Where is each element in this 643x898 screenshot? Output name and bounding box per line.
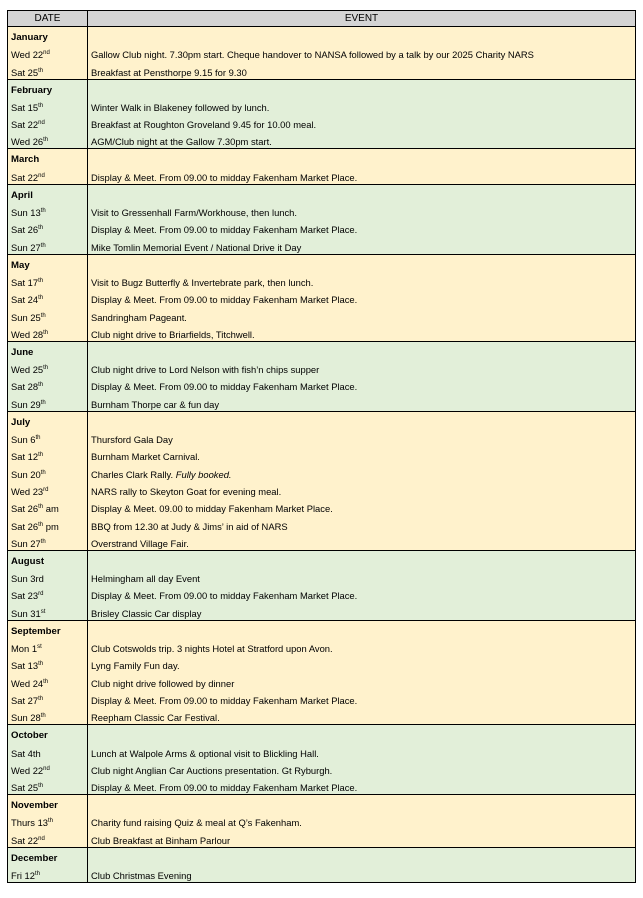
event-date xyxy=(8,130,88,149)
month-row-spacer xyxy=(88,184,636,201)
table-row xyxy=(8,96,636,113)
event-date xyxy=(8,271,88,288)
event-date xyxy=(8,392,88,411)
month-label: August xyxy=(8,550,88,567)
event-text: Sandringham Pageant. xyxy=(91,311,187,323)
event-description xyxy=(88,654,636,671)
event-description xyxy=(88,828,636,847)
ordinal-suffix: th xyxy=(40,469,46,476)
event-day: Mon 1 xyxy=(11,643,38,655)
month-label: July xyxy=(8,411,88,428)
month-row-spacer xyxy=(88,341,636,358)
month-section-july xyxy=(8,411,636,550)
event-day: Sun 25 xyxy=(11,311,41,323)
month-row xyxy=(8,411,636,428)
event-date xyxy=(8,235,88,254)
event-description xyxy=(88,428,636,445)
event-description xyxy=(88,811,636,828)
event-text: Reepham Classic Car Festival. xyxy=(91,712,220,724)
ordinal-suffix: th xyxy=(43,137,49,144)
event-date xyxy=(8,689,88,706)
ordinal-suffix: nd xyxy=(38,120,45,127)
event-text: AGM/Club night at the Gallow 7.30pm start. xyxy=(91,136,272,148)
event-description xyxy=(88,671,636,688)
event-date xyxy=(8,497,88,514)
table-row xyxy=(8,584,636,601)
event-day: Wed 24 xyxy=(11,677,44,689)
month-section-november xyxy=(8,795,636,848)
month-section-march xyxy=(8,149,636,184)
month-row-spacer xyxy=(88,149,636,166)
event-description xyxy=(88,776,636,795)
ordinal-suffix: th xyxy=(38,295,44,302)
event-day: Wed 22 xyxy=(11,49,44,61)
table-row xyxy=(8,60,636,79)
event-description xyxy=(88,305,636,322)
month-row-spacer xyxy=(88,620,636,637)
table-row xyxy=(8,741,636,758)
ordinal-suffix: st xyxy=(40,608,46,615)
table-row xyxy=(8,864,636,883)
event-description xyxy=(88,514,636,531)
event-text: Display & Meet. From 09.00 to midday Fakenham Market Place. xyxy=(91,694,358,706)
month-row xyxy=(8,27,636,44)
event-day: Sat 13 xyxy=(11,660,39,672)
table-row xyxy=(8,165,636,184)
event-text: Club Cotswolds trip. 3 nights Hotel at Stratford upon Avon. xyxy=(91,643,333,655)
event-date xyxy=(8,637,88,654)
month-row-spacer xyxy=(88,847,636,864)
event-date xyxy=(8,828,88,847)
month-label: January xyxy=(8,27,88,44)
event-text: Display & Meet. From 09.00 to midday Fakenham Market Place. xyxy=(91,782,358,794)
ordinal-suffix: th xyxy=(43,329,49,336)
event-description xyxy=(88,637,636,654)
month-label: September xyxy=(8,620,88,637)
event-day: Fri 12 xyxy=(11,869,35,881)
event-day: Sat 4th xyxy=(11,747,41,759)
ordinal-suffix: th xyxy=(38,102,44,109)
month-row xyxy=(8,184,636,201)
events-table xyxy=(7,10,636,883)
event-date xyxy=(8,671,88,688)
event-day: Sun 20 xyxy=(11,468,41,480)
event-date xyxy=(8,113,88,130)
event-description xyxy=(88,462,636,479)
event-description xyxy=(88,480,636,497)
event-description xyxy=(88,759,636,776)
month-label: March xyxy=(8,149,88,166)
month-row-spacer xyxy=(88,254,636,271)
ordinal-suffix: nd xyxy=(38,835,45,842)
month-label: June xyxy=(8,341,88,358)
event-day: Sat 22 xyxy=(11,171,39,183)
month-section-october xyxy=(8,725,636,795)
event-text: Burnham Thorpe car & fun day xyxy=(91,398,220,410)
event-text: Display & Meet. From 09.00 to midday Fakenham Market Place. xyxy=(91,381,358,393)
table-row xyxy=(8,671,636,688)
event-description xyxy=(88,96,636,113)
month-row xyxy=(8,725,636,742)
event-day: Wed 22 xyxy=(11,764,44,776)
table-row xyxy=(8,637,636,654)
ordinal-suffix: th xyxy=(38,277,44,284)
event-date xyxy=(8,567,88,584)
event-text: Winter Walk in Blakeney followed by lunch. xyxy=(91,101,270,113)
event-day: Sun 29 xyxy=(11,398,41,410)
event-description xyxy=(88,130,636,149)
month-label: November xyxy=(8,795,88,812)
event-text: Display & Meet. From 09.00 to midday Fakenham Market Place. xyxy=(91,171,358,183)
event-description xyxy=(88,375,636,392)
event-description xyxy=(88,201,636,218)
event-description xyxy=(88,567,636,584)
event-date xyxy=(8,445,88,462)
ordinal-suffix: th xyxy=(40,538,46,545)
event-description xyxy=(88,235,636,254)
event-text: Club night drive to Lord Nelson with fish’n chips supper xyxy=(91,364,320,376)
month-row xyxy=(8,847,636,864)
table-row xyxy=(8,358,636,375)
event-text: Club night drive followed by dinner xyxy=(91,677,235,689)
event-description xyxy=(88,113,636,130)
event-date xyxy=(8,96,88,113)
event-date xyxy=(8,741,88,758)
table-row xyxy=(8,392,636,411)
ordinal-suffix: th xyxy=(40,399,46,406)
event-date xyxy=(8,358,88,375)
date-column-header: DATE xyxy=(8,11,88,27)
event-text: Lyng Family Fun day. xyxy=(91,660,180,672)
table-row xyxy=(8,375,636,392)
event-day: Sun 31 xyxy=(11,607,41,619)
event-text: NARS rally to Skeyton Goat for evening meal. xyxy=(91,485,282,497)
month-row-spacer xyxy=(88,795,636,812)
event-day: Sat 25 xyxy=(11,782,39,794)
ordinal-suffix: th xyxy=(38,225,44,232)
event-day: Sat 26 xyxy=(11,503,39,515)
table-row xyxy=(8,305,636,322)
month-row-spacer xyxy=(88,411,636,428)
event-description xyxy=(88,288,636,305)
month-row-spacer xyxy=(88,550,636,567)
event-date xyxy=(8,532,88,551)
event-day: Sat 26 xyxy=(11,224,39,236)
event-description xyxy=(88,497,636,514)
event-day: Sat 17 xyxy=(11,276,39,288)
event-day: Sun 27 xyxy=(11,537,41,549)
event-column-header: EVENT xyxy=(88,11,636,27)
event-description xyxy=(88,60,636,79)
ordinal-suffix: rd xyxy=(38,591,44,598)
month-label: May xyxy=(8,254,88,271)
table-row xyxy=(8,271,636,288)
event-date xyxy=(8,323,88,342)
event-date xyxy=(8,165,88,184)
ordinal-suffix: nd xyxy=(43,765,50,772)
event-text: Burnham Market Carnival. xyxy=(91,451,200,463)
ordinal-suffix: th xyxy=(40,312,46,319)
month-label: February xyxy=(8,79,88,96)
event-day: Sat 23 xyxy=(11,590,39,602)
event-date xyxy=(8,480,88,497)
event-date xyxy=(8,864,88,883)
event-day: Sat 27 xyxy=(11,694,39,706)
table-row xyxy=(8,480,636,497)
table-row xyxy=(8,497,636,514)
month-section-january xyxy=(8,27,636,80)
month-label: December xyxy=(8,847,88,864)
event-description xyxy=(88,392,636,411)
event-text: Club Breakfast at Binham Parlour xyxy=(91,834,231,846)
event-text: Club night Anglian Car Auctions presentation. Gt Ryburgh. xyxy=(91,764,333,776)
table-row xyxy=(8,288,636,305)
ordinal-suffix: nd xyxy=(43,50,50,57)
event-date xyxy=(8,60,88,79)
table-row xyxy=(8,689,636,706)
event-date xyxy=(8,462,88,479)
table-row xyxy=(8,601,636,620)
event-description xyxy=(88,706,636,725)
time-of-day: am xyxy=(45,503,59,515)
ordinal-suffix: th xyxy=(38,695,44,702)
event-day: Sat 26 xyxy=(11,520,39,532)
event-text: BBQ from 12.30 at Judy & Jims’ in aid of NARS xyxy=(91,520,288,532)
event-date xyxy=(8,759,88,776)
month-label: October xyxy=(8,725,88,742)
ordinal-suffix: th xyxy=(38,783,44,790)
event-description xyxy=(88,271,636,288)
event-description xyxy=(88,358,636,375)
ordinal-suffix: th xyxy=(34,870,40,877)
event-text: Club Christmas Evening xyxy=(91,869,192,881)
month-row xyxy=(8,149,636,166)
ordinal-suffix: nd xyxy=(38,172,45,179)
table-row xyxy=(8,776,636,795)
event-text: Display & Meet. From 09.00 to midday Fakenham Market Place. xyxy=(91,294,358,306)
event-day: Thurs 13 xyxy=(11,817,48,829)
table-row xyxy=(8,532,636,551)
table-row xyxy=(8,428,636,445)
event-day: Wed 28 xyxy=(11,328,44,340)
event-text: Visit to Gressenhall Farm/Workhouse, then lunch. xyxy=(91,207,297,219)
table-header xyxy=(8,11,636,27)
table-row xyxy=(8,445,636,462)
event-date xyxy=(8,654,88,671)
event-description xyxy=(88,323,636,342)
event-description xyxy=(88,43,636,60)
event-text: Lunch at Walpole Arms & optional visit to Blickling Hall. xyxy=(91,747,319,759)
event-day: Wed 25 xyxy=(11,364,44,376)
event-note: Fully booked. xyxy=(175,468,232,480)
ordinal-suffix: th xyxy=(43,365,49,372)
table-row xyxy=(8,759,636,776)
event-date xyxy=(8,601,88,620)
event-day: Sun 3rd xyxy=(11,573,44,585)
month-section-april xyxy=(8,184,636,254)
event-text: Charity fund raising Quiz & meal at Q’s Fakenham. xyxy=(91,817,302,829)
event-date xyxy=(8,218,88,235)
event-date xyxy=(8,811,88,828)
month-section-december xyxy=(8,847,636,882)
event-text: Display & Meet. 09.00 to midday Fakenham Market Place. xyxy=(91,503,333,515)
month-row xyxy=(8,620,636,637)
event-description xyxy=(88,532,636,551)
event-text: Display & Meet. From 09.00 to midday Fakenham Market Place. xyxy=(91,590,358,602)
ordinal-suffix: th xyxy=(40,242,46,249)
table-row xyxy=(8,218,636,235)
table-row xyxy=(8,811,636,828)
table-row xyxy=(8,43,636,60)
event-text: Thursford Gala Day xyxy=(91,434,173,446)
table-row xyxy=(8,113,636,130)
event-description xyxy=(88,741,636,758)
event-description xyxy=(88,864,636,883)
event-day: Sun 27 xyxy=(11,241,41,253)
event-day: Sat 24 xyxy=(11,294,39,306)
event-date xyxy=(8,584,88,601)
ordinal-suffix: th xyxy=(40,713,46,720)
event-description xyxy=(88,445,636,462)
month-section-february xyxy=(8,79,636,149)
ordinal-suffix: st xyxy=(37,644,42,651)
table-row xyxy=(8,654,636,671)
month-row-spacer xyxy=(88,27,636,44)
event-text: Mike Tomlin Memorial Event / National Drive it Day xyxy=(91,241,302,253)
table-row xyxy=(8,235,636,254)
event-date xyxy=(8,776,88,795)
table-row xyxy=(8,567,636,584)
event-day: Sat 22 xyxy=(11,834,39,846)
event-day: Sat 15 xyxy=(11,101,39,113)
event-date xyxy=(8,375,88,392)
event-day: Sat 12 xyxy=(11,451,39,463)
event-day: Sun 6 xyxy=(11,434,36,446)
event-day: Sun 28 xyxy=(11,712,41,724)
table-row xyxy=(8,323,636,342)
event-text: Overstrand Village Fair. xyxy=(91,537,189,549)
event-text: Gallow Club night. 7.30pm start. Cheque handover to NANSA followed by a talk by our 2025 Charity NARS xyxy=(91,49,534,61)
event-date xyxy=(8,43,88,60)
table-row xyxy=(8,201,636,218)
event-description xyxy=(88,601,636,620)
event-date xyxy=(8,201,88,218)
event-description xyxy=(88,218,636,235)
event-text: Display & Meet. From 09.00 to midday Fakenham Market Place. xyxy=(91,224,358,236)
ordinal-suffix: rd xyxy=(43,486,49,493)
month-section-august xyxy=(8,550,636,620)
event-date xyxy=(8,288,88,305)
event-text: Charles Clark Rally. xyxy=(91,468,174,480)
ordinal-suffix: th xyxy=(38,382,44,389)
month-row xyxy=(8,254,636,271)
event-description xyxy=(88,165,636,184)
event-text: Visit to Bugz Butterfly & Invertebrate park, then lunch. xyxy=(91,276,314,288)
event-day: Sat 25 xyxy=(11,66,39,78)
event-description xyxy=(88,689,636,706)
month-section-may xyxy=(8,254,636,341)
event-date xyxy=(8,514,88,531)
month-row-spacer xyxy=(88,79,636,96)
event-text: Breakfast at Pensthorpe 9.15 for 9.30 xyxy=(91,66,247,78)
ordinal-suffix: th xyxy=(43,678,49,685)
event-date xyxy=(8,706,88,725)
ordinal-suffix: th xyxy=(38,452,44,459)
ordinal-suffix: th xyxy=(38,504,44,511)
month-section-september xyxy=(8,620,636,724)
ordinal-suffix: th xyxy=(38,661,44,668)
event-day: Sat 28 xyxy=(11,381,39,393)
month-row xyxy=(8,550,636,567)
event-text: Helmingham all day Event xyxy=(91,573,200,585)
event-day: Sun 13 xyxy=(11,207,41,219)
month-row xyxy=(8,79,636,96)
event-day: Wed 26 xyxy=(11,136,44,148)
month-label: April xyxy=(8,184,88,201)
event-description xyxy=(88,584,636,601)
month-row xyxy=(8,795,636,812)
event-text: Club night drive to Briarfields, Titchwell. xyxy=(91,328,255,340)
ordinal-suffix: th xyxy=(35,435,41,442)
month-row-spacer xyxy=(88,725,636,742)
table-row xyxy=(8,828,636,847)
table-row xyxy=(8,514,636,531)
event-date xyxy=(8,305,88,322)
ordinal-suffix: th xyxy=(40,208,46,215)
ordinal-suffix: th xyxy=(38,521,44,528)
event-text: Brisley Classic Car display xyxy=(91,607,202,619)
event-day: Sat 22 xyxy=(11,119,39,131)
ordinal-suffix: th xyxy=(48,818,54,825)
month-row xyxy=(8,341,636,358)
ordinal-suffix: th xyxy=(38,67,44,74)
event-date xyxy=(8,428,88,445)
table-row xyxy=(8,130,636,149)
table-row xyxy=(8,462,636,479)
time-of-day: pm xyxy=(45,520,59,532)
table-row xyxy=(8,706,636,725)
event-text: Breakfast at Roughton Groveland 9.45 for 10.00 meal. xyxy=(91,119,317,131)
event-day: Wed 23 xyxy=(11,485,44,497)
month-section-june xyxy=(8,341,636,411)
